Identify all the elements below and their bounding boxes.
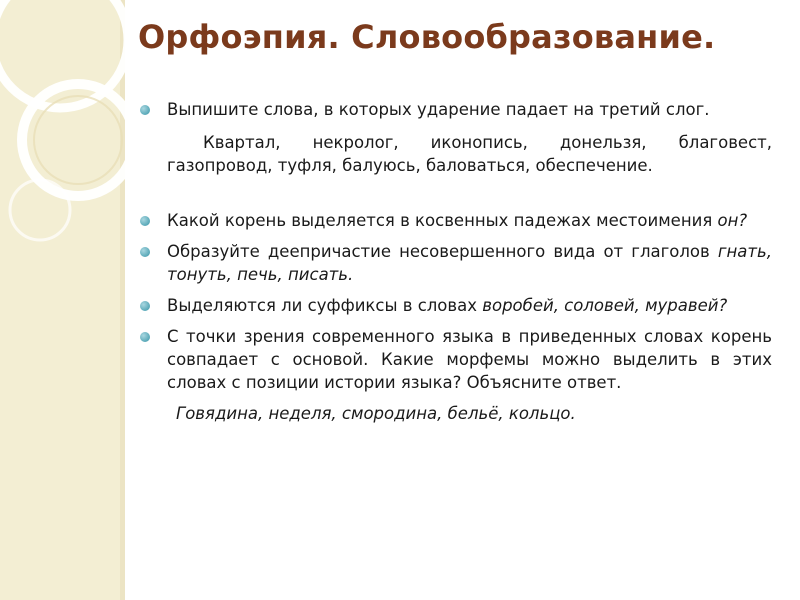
bullet-icon: [140, 105, 150, 115]
bullet-icon: [140, 332, 150, 342]
question-suffix-words: воробей, соловей, муравей?: [482, 296, 728, 315]
list-item-morphemes: [138, 325, 772, 394]
question-suffix: Выделяются ли суффиксы в словах: [167, 296, 483, 315]
page-title: Орфоэпия. Словообразование.: [138, 18, 716, 56]
list-item-suffix: [138, 294, 772, 317]
slide-content: [138, 98, 772, 425]
list-item-participle: [138, 240, 772, 286]
question-participle-verbs: гнать, тонуть, печь, писать.: [167, 242, 772, 284]
question-participle: Образуйте деепричастие несовершенного вида от глаголов: [167, 242, 718, 261]
list-item-stress: [138, 98, 772, 177]
bullet-icon: [140, 247, 150, 257]
spacer: [138, 185, 772, 209]
question-root: Какой корень выделяется в косвенных падежах местоимения: [167, 211, 718, 230]
word-list-stress: Квартал, некролог, иконопись, донельзя, благовест, газопровод, туфля, балуюсь, баловаться, обеспечение.: [167, 133, 772, 175]
word-list-morphemes: Говядина, неделя, смородина, бельё, кольцо.: [176, 404, 576, 423]
bullet-icon: [140, 301, 150, 311]
list-item-root: [138, 209, 772, 232]
decorative-circles: [0, 0, 125, 260]
bullet-icon: [140, 216, 150, 226]
question-root-word: он?: [717, 211, 748, 230]
question-stress: Выпишите слова, в которых ударение падает на третий слог.: [167, 100, 710, 119]
question-morphemes: С точки зрения современного языка в приведенных словах корень совпадает с основой. Какие морфемы можно выделить в этих словах с позиции истории языка? Объясните ответ.: [167, 327, 772, 392]
